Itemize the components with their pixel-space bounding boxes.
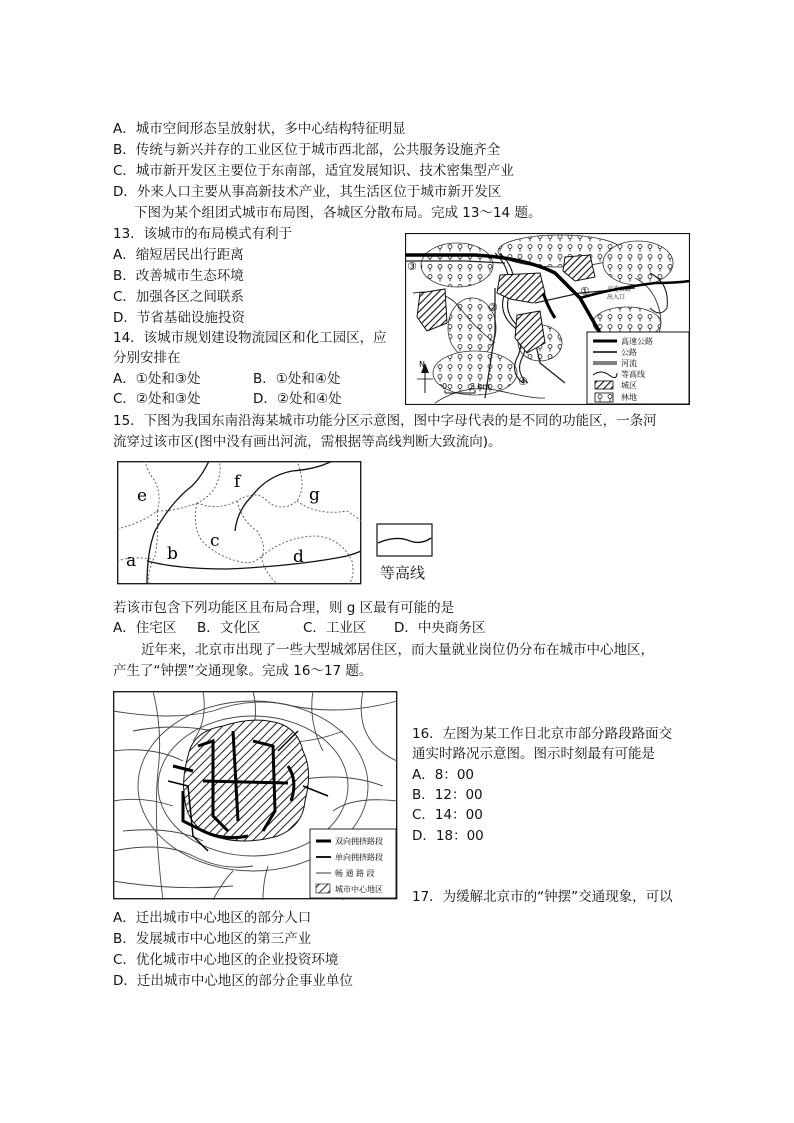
intro-16-17-line2: 产生了“钟摆”交通现象。完成 16～17 题。 [113,663,373,679]
legend-road: 公路 [621,348,637,357]
scale-3km: 3 km [470,382,491,391]
marker-4: ④ [518,375,528,388]
zone-g-label: g [309,485,320,505]
legend-river: 河流 [621,359,637,368]
scale-0: 0 [442,382,448,391]
zone-b-label: b [167,544,178,564]
marker-2: ② [488,301,498,314]
q13-option-a: A．缩短居民出行距离 [113,247,244,263]
legend-city-center: 城市中心地区 [335,885,383,894]
q13-option-d: D．节省基础设施投资 [113,310,245,326]
q16-option-b: B．12：00 [412,787,483,803]
zone-d-label: d [293,547,304,567]
zone-e-label: e [137,486,148,506]
marker-1: ① [580,285,590,298]
q15-option-c: C．工业区 [303,620,367,636]
q14-option-d: D．②处和④处 [253,391,342,407]
q14-option-a: A．①处和③处 [113,371,201,387]
zone-a-label: a [126,551,137,571]
north-label: N [419,360,425,369]
legend-clear-road: 畅 通 路 段 [335,869,375,878]
q13-option-b: B．改善城市生态环境 [113,268,244,284]
beijing-traffic-map [113,691,398,900]
q17-stem: 17．为缓解北京市的“钟摆”交通现象，可以 [412,889,673,905]
q16-option-d: D．18：00 [412,828,484,844]
q16-option-c: C．14：00 [412,807,483,823]
q12-option-a: A．城市空间形态呈放射状，多中心结构特征明显 [113,121,406,137]
q12-option-d: D．外来人口主要从事高新技术产业，其生活区位于城市新开发区 [113,184,502,200]
zone-f-label: f [234,472,241,492]
q17-option-b: B．发展城市中心地区的第三产业 [113,931,312,947]
q14-option-b: B．①处和④处 [253,371,341,387]
intro-13-14: 下图为某个组团式城市布局图，各城区分散布局。完成 13～14 题。 [134,205,542,221]
legend-urban: 城区 [621,381,637,390]
exit-label-2: 出入口 [607,294,626,301]
functional-zone-map [117,461,362,586]
intro-16-17-line1: 近年来，北京市出现了一些大型城郊居住区，而大量就业岗位仍分布在城市中心地区， [141,642,654,658]
legend-contour: 等高线 [621,370,645,379]
q14-option-c: C．②处和③处 [113,391,201,407]
legend-one-way-congested: 单向拥挤路段 [335,853,383,862]
q16-stem-line1: 16．左图为某工作日北京市部分路段路面交 [412,726,673,742]
q13-stem: 13．该城市的布局模式有利于 [113,226,293,242]
q13-option-c: C．加强各区之间联系 [113,289,244,305]
q17-option-c: C．优化城市中心地区的企业投资环境 [113,952,339,968]
q15-question: 若该市包含下列功能区且布局合理，则 g 区最有可能的是 [113,600,455,616]
contour-legend [376,523,434,558]
q17-option-a: A．迁出城市中心地区的部分人口 [113,910,312,926]
cluster-city-map [405,233,690,405]
legend-two-way-congested: 双向拥挤路段 [335,837,383,846]
q12-option-c: C．城市新开发区主要位于东南部，适宜发展知识、技术密集型产业 [113,163,514,179]
marker-3: ③ [407,260,417,273]
legend-expressway: 高速公路 [621,337,653,346]
q16-option-a: A．8：00 [412,767,475,783]
q14-stem-line2: 分别安排在 [113,350,181,366]
zone-c-label: c [210,531,220,551]
q15-option-d: D．中央商务区 [394,620,486,636]
q15-stem-line1: 15．下图为我国东南沿海某城市功能分区示意图，图中字母代表的是不同的功能区，一条河 [113,413,657,429]
q12-option-b: B．传统与新兴并存的工业区位于城市西北部，公共服务设施齐全 [113,142,501,158]
q15-stem-line2: 流穿过该市区(图中没有画出河流，需根据等高线判断大致流向)。 [113,434,502,450]
legend-forest: 林地 [621,393,637,402]
contour-legend-label: 等高线 [380,564,426,582]
q15-option-a: A．住宅区 [113,620,177,636]
q17-option-d: D．迁出城市中心地区的部分企事业单位 [113,973,353,989]
q16-stem-line2: 通实时路况示意图。图示时刻最有可能是 [412,746,655,762]
q14-stem-line1: 14．该城市规划建设物流园区和化工园区，应 [113,330,387,346]
q15-option-b: B．文化区 [197,620,261,636]
exit-label-1: 高速公路 [607,286,632,293]
